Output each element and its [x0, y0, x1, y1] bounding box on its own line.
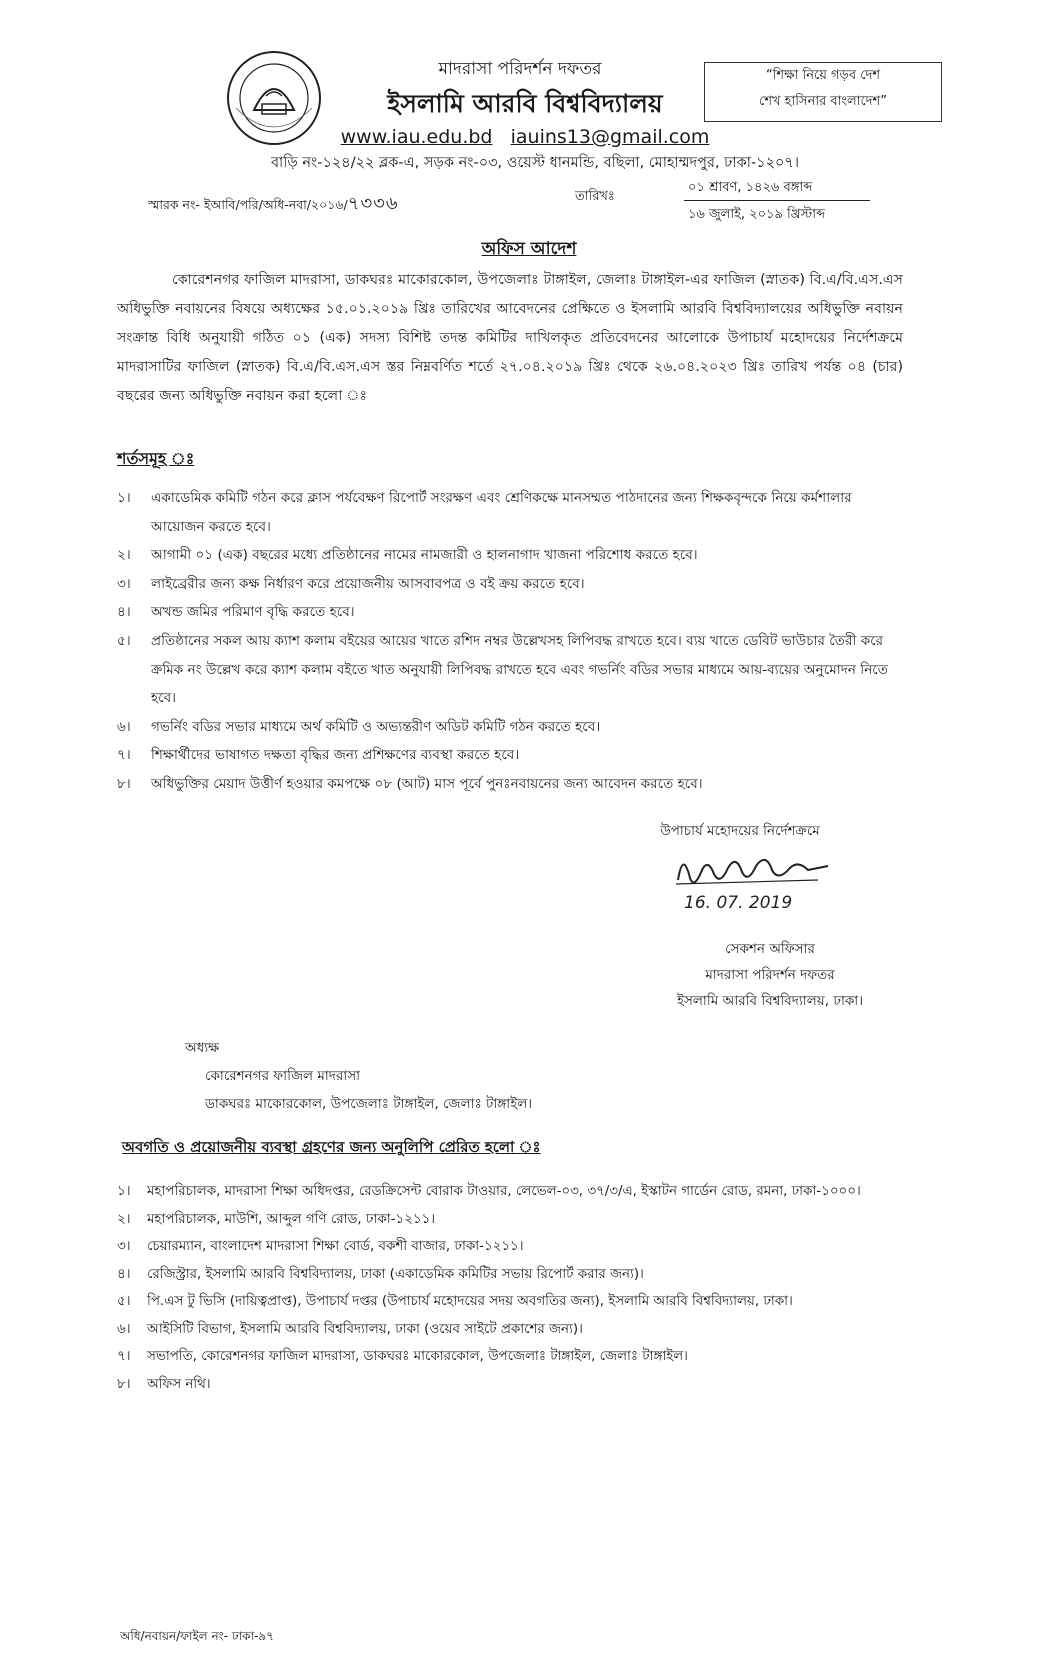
email-link[interactable]: iauins13@gmail.com: [510, 126, 710, 148]
slogan-box: [704, 62, 942, 122]
condition-item-text: গভর্নিং বডির সভার মাধ্যমে অর্থ কমিটি ও অভ্যন্তরীণ অডিট কমিটি গঠন করতে হবে।: [151, 718, 601, 735]
signature-date: 16. 07. 2019: [684, 893, 793, 913]
condition-item: [117, 770, 907, 799]
condition-item-number: ৬।: [117, 718, 131, 735]
condition-item-text: অখন্ড জমির পরিমাণ বৃদ্ধি করতে হবে।: [151, 604, 355, 621]
copy-item-number: ৩।: [117, 1239, 131, 1254]
addressee-block: [185, 1034, 532, 1118]
condition-item: [117, 713, 907, 742]
date-label: তারিখঃ: [575, 189, 615, 204]
slogan-line-2: শেখ হাসিনার বাংলাদেশ”: [759, 94, 887, 109]
addressee-institution: কোরেশনগর ফাজিল মাদরাসা: [205, 1068, 361, 1084]
date-english: ১৬ জুলাই, ২০১৯ খ্রিস্টাব্দ: [688, 207, 826, 222]
file-number: অধি/নবায়ন/ফাইল নং- ঢাকা-৯৭: [120, 1629, 274, 1643]
condition-item-text: লাইব্রেরীর জন্য কক্ষ নির্ধারণ করে প্রয়োজনীয় আসবাবপত্র ও বই ক্রয় করতে হবে।: [151, 575, 585, 592]
office-address: বাড়ি নং-১২৪/২২ ব্লক-এ, সড়ক নং-০৩, ওয়েস্ট ধানমন্ডি, বছিলা, মোহাম্মদপুর, ঢাকা-১২০৭।: [270, 155, 800, 171]
copy-item-number: ১।: [117, 1184, 131, 1199]
body-paragraph: কোরেশনগর ফাজিল মাদরাসা, ডাকঘরঃ মাকোরকোল, উপজেলাঃ টাঙ্গাইল, জেলাঃ টাঙ্গাইল-এর ফাজিল (স্নাতক) বি.এ/বি.এস.এস অধিভুক্তি নবায়নের বিষয়ে অধ্যক্ষের ১৫.০১.২০১৯ খ্রিঃ তারিখের আবেদনের প্রেক্ষিতে ও ইসলামি আরবি বিশ্ববিদ্যালয়ের অধিভুক্তি নবায়ন সংক্রান্ত বিধি অনুযায়ী গঠিত ০১ (এক) সদস্য বিশিষ্ট তদন্ত কমিটির দাখিলকৃত প্রতিবেদনের আলোকে উপাচার্য মহোদয়ের নির্দেশক্রমে মাদরাসাটির ফাজিল (স্নাতক) বি.এ/বি.এস.এস স্তর নিম্নবর্ণিত শর্তে ২৭.০৪.২০১৯ খ্রিঃ থেকে ২৬.০৪.২০২৩ খ্রিঃ তারিখ পর্যন্ত ০৪ (চার) বছরের জন্য অধিভুক্তি নবায়ন করা হলো ঃ: [117, 272, 903, 404]
condition-item: [117, 570, 907, 599]
signatory-university: ইসলামি আরবি বিশ্ববিদ্যালয়, ঢাকা।: [676, 993, 864, 1009]
date-divider: [684, 200, 870, 201]
condition-item: [117, 484, 907, 541]
copy-item: [117, 1261, 907, 1289]
copy-item-text: রেজিস্ট্রার, ইসলামি আরবি বিশ্ববিদ্যালয়, ঢাকা (একাডেমিক কমিটির সভায় রিপোর্ট করার জন্য)।: [147, 1266, 644, 1282]
addressee-address: ডাকঘরঃ মাকোরকোল, উপজেলাঃ টাঙ্গাইল, জেলাঃ টাঙ্গাইল।: [205, 1096, 533, 1112]
condition-item: [117, 541, 907, 570]
copy-item-number: ৮।: [117, 1376, 131, 1392]
copy-item: [117, 1316, 907, 1344]
copy-item: [117, 1233, 907, 1261]
addressee-title: অধ্যক্ষ: [185, 1040, 220, 1056]
copy-item: [117, 1288, 907, 1316]
condition-item-text: প্রতিষ্ঠানের সকল আয় ক্যাশ কলাম বইয়ের আয়ের খাতে রশিদ নম্বর উল্লেখসহ লিপিবদ্ধ রাখতে হবে। ব্যয় খাতে ডেবিট ভাউচার তৈরী করে ক্রমিক নং উল্লেখ করে ক্যাশ কলাম বইতে খাত অনুযায়ী লিপিবদ্ধ রাখতে হবে এবং গভর্নিং বডির সভার মাধ্যমে আয়-ব্যয়ের অনুমোদন নিতে হবে।: [151, 632, 888, 707]
memo-label: স্মারক নং- ইআবি/পরি/অধি-নবা/২০১৬/: [148, 197, 348, 212]
copy-item-text: মহাপরিচালক, মাউশি, আব্দুল গণি রোড, ঢাকা-১২১১।: [147, 1211, 435, 1227]
copy-item: [117, 1206, 907, 1234]
condition-item-text: আগামী ০১ (এক) বছরের মধ্যে প্রতিষ্ঠানের নামের নামজারী ও হালনাগাদ খাজনা পরিশোধ করতে হবে।: [151, 547, 698, 564]
signatory-office: মাদরাসা পরিদর্শন দফতর: [705, 967, 835, 983]
university-name: ইসলামি আরবি বিশ্ববিদ্যালয়: [387, 89, 663, 118]
condition-item-number: ৭।: [117, 747, 131, 764]
copy-item-text: চেয়ারম্যান, বাংলাদেশ মাদরাসা শিক্ষা বোর্ড, বকশী বাজার, ঢাকা-১২১১।: [147, 1239, 524, 1254]
website-link[interactable]: www.iau.edu.bd: [340, 126, 493, 148]
copy-item: [117, 1343, 907, 1371]
condition-item: [117, 598, 907, 627]
copy-list: [117, 1178, 907, 1398]
document-title: অফিস আদেশ: [481, 239, 577, 259]
copy-item-number: ৫।: [117, 1294, 131, 1309]
copy-item: [117, 1371, 907, 1399]
conditions-heading: শর্তসমূহ ঃ: [117, 449, 195, 468]
condition-item-text: একাডেমিক কমিটি গঠন করে ক্লাস পর্যবেক্ষণ রিপোর্ট সংরক্ষণ এবং শ্রেণিকক্ষে মানসম্মত পাঠদানের জন্য শিক্ষকবৃন্দকে নিয়ে কর্মশালার আয়োজন করতে হবে।: [151, 490, 852, 535]
university-logo: [224, 48, 324, 148]
signatory-block: [620, 936, 920, 1014]
copy-item: [117, 1178, 907, 1206]
condition-item-number: ৩।: [117, 575, 131, 592]
copy-item-number: ৬।: [117, 1321, 131, 1337]
signatory-designation: সেকশন অফিসার: [725, 941, 815, 957]
condition-item-number: ৪।: [117, 604, 131, 621]
copy-item-text: মহাপরিচালক, মাদরাসা শিক্ষা অধিদপ্তর, রেডক্রিসেন্ট বোরাক টাওয়ার, লেভেল-০৩, ৩৭/৩/এ, ইস্কাটন গার্ডেন রোড, রমনা, ঢাকা-১০০০।: [147, 1184, 861, 1199]
condition-item-text: শিক্ষার্থীদের ভাষাগত দক্ষতা বৃদ্ধির জন্য প্রশিক্ষণের ব্যবস্থা করতে হবে।: [151, 747, 520, 764]
office-name: মাদরাসা পরিদর্শন দফতর: [438, 59, 602, 79]
condition-item-number: ৫।: [117, 632, 131, 649]
condition-item-number: ৮।: [117, 775, 131, 792]
copy-item-number: ৭।: [117, 1349, 131, 1364]
memo-reference: [148, 189, 399, 220]
copy-item-text: পি.এস টু ভিসি (দায়িত্বপ্রাপ্ত), উপাচার্য দপ্তর (উপাচার্য মহোদয়ের সদয় অবগতির জন্য), ইসলামি আরবি বিশ্ববিদ্যালয়, ঢাকা।: [147, 1294, 793, 1309]
by-order-line: উপাচার্য মহোদয়ের নির্দেশক্রমে: [660, 823, 820, 839]
copy-item-text: সভাপতি, কোরেশনগর ফাজিল মাদরাসা, ডাকঘরঃ মাকোরকোল, উপজেলাঃ টাঙ্গাইল, জেলাঃ টাঙ্গাইল।: [147, 1349, 688, 1364]
copy-item-number: ২।: [117, 1211, 131, 1227]
condition-item-number: ১।: [117, 490, 131, 506]
date-bangla: ০১ শ্রাবণ, ১৪২৬ বঙ্গাব্দ: [688, 180, 813, 195]
condition-item-number: ২।: [117, 547, 131, 564]
copy-item-number: ৪।: [117, 1266, 131, 1282]
condition-item: [117, 627, 907, 713]
conditions-list: [117, 484, 907, 799]
memo-number: ৭৩৩৬: [347, 193, 399, 214]
copy-item-text: আইসিটি বিভাগ, ইসলামি আরবি বিশ্ববিদ্যালয়, ঢাকা (ওয়েব সাইটে প্রকাশের জন্য)।: [147, 1321, 583, 1337]
copy-heading: অবগতি ও প্রয়োজনীয় ব্যবস্থা গ্রহণের জন্য অনুলিপি প্রেরিত হলো ঃ: [122, 1138, 541, 1156]
copy-item-text: অফিস নথি।: [147, 1376, 211, 1392]
contact-line: [330, 126, 720, 148]
slogan-line-1: “শিক্ষা নিয়ে গড়ব দেশ: [765, 68, 881, 83]
condition-item: [117, 741, 907, 770]
handwritten-signature: [658, 840, 848, 915]
condition-item-text: অধিভুক্তির মেয়াদ উত্তীর্ণ হওয়ার কমপক্ষে ০৮ (আট) মাস পূর্বে পুনঃনবায়নের জন্য আবেদন করতে হবে।: [151, 775, 703, 792]
